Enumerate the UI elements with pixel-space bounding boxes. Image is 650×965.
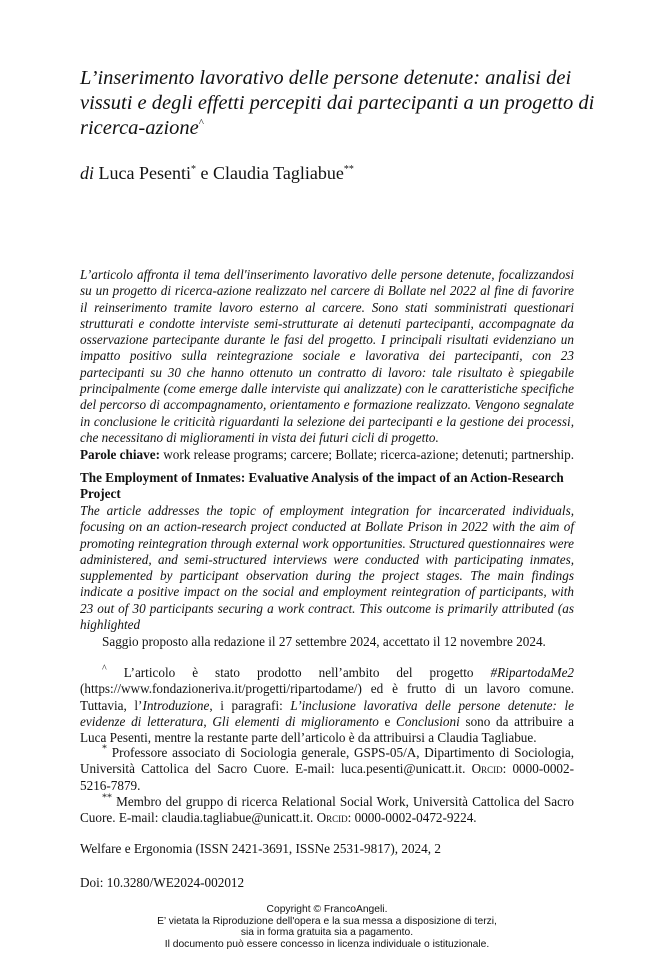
keywords-text: work release programs; carcere; Bollate; ricerca-azione; detenuti; partnership.	[163, 447, 575, 462]
author-prefix: di	[80, 163, 95, 183]
footnote-author-2	[80, 794, 574, 827]
footnote-author-1-text: Professore associato di Sociologia generale, GSPS-05/A, Dipartimento di Sociologia, Università Cattolica del Sacro Cuore. E-mail: luca.pesenti@unicatt.it.	[80, 745, 575, 777]
orcid-id-2: : 0000-0002-0472-9224.	[347, 810, 477, 826]
copyright-line-4: Il documento può essere concesso in licenza individuale o istituzionale.	[164, 938, 490, 950]
footnote-project	[80, 665, 574, 746]
copyright-line-3: sia in forma gratuita sia a pagamento.	[240, 927, 414, 939]
author-line	[80, 162, 354, 184]
orcid-label-2: Orcid	[316, 810, 348, 826]
keywords-label: Parole chiave:	[80, 447, 160, 462]
section-introduzione: Introduzione	[142, 697, 210, 713]
footnote-project-text-3: , i paragrafi:	[209, 697, 283, 713]
author-2-footnote-mark: **	[343, 164, 354, 175]
orcid-id-1: : 0000-0002-5216-7879.	[80, 761, 575, 793]
copyright-line-2: E’ vietata la Riproduzione dell'opera e la sua messa a disposizione di terzi,	[157, 915, 497, 927]
journal-reference: Welfare e Ergonomia (ISSN 2421-3691, ISSNe 2531-9817), 2024, 2	[80, 841, 441, 856]
footnote-author-2-mark: **	[102, 792, 112, 804]
keywords	[80, 447, 580, 463]
orcid-label-1: Orcid	[471, 761, 503, 777]
copyright-notice	[80, 904, 574, 950]
footnote-project-mark: ^	[102, 663, 107, 675]
author-name-1: Luca Pesenti	[98, 163, 191, 183]
section-conclusioni: Conclusioni	[396, 713, 460, 729]
footnote-project-text-5: e	[384, 713, 391, 729]
footnote-project-text-4: ,	[203, 713, 207, 729]
section-inclusione: L’inclusione lavorativa delle persone detenute: le evidenze di letteratura	[80, 697, 574, 729]
author-name-2: Claudia Tagliabue	[213, 163, 344, 183]
english-abstract: The article addresses the topic of employment integration for incarcerated individuals, focusing on an action-research project conducted at Bollate Prison in 2022 with the aim of promoting reintegration through external work opportunities. Structured questionnaires were administered, and semi-structured interviews were conducted with participating inmates, supplemented by participant observation during the project stages. The main findings indicate a positive impact on the social and employment reintegration of participants, with 23 out of 30 participants securing a work contract. This outcome is primarily attributed (as highlighted	[80, 503, 574, 633]
author-conjunction: e	[200, 163, 209, 183]
section-miglioramento: Gli elementi di miglioramento	[212, 713, 379, 729]
footnote-project-text-2: (https://www.fondazioneriva.it/progetti/ripartodame/) ed è frutto di un lavoro comune. Tuttavia, l’	[80, 681, 574, 713]
footnote-project-text-6: sono da attribuire a Luca Pesenti, mentre la restante parte dell’articolo è da attribuirsi a Claudia Tagliabue.	[80, 713, 575, 746]
doi: Doi: 10.3280/WE2024-002012	[80, 875, 245, 890]
footnote-author-2-text: Membro del gruppo di ricerca Relational Social Work, Università Cattolica del Sacro Cuore. E-mail: claudia.tagliabue@unicatt.it.	[80, 794, 574, 826]
english-title: The Employment of Inmates: Evaluative Analysis of the impact of an Action-Research Project	[80, 470, 564, 502]
italian-abstract: L’articolo affronta il tema dell'inserimento lavorativo delle persone detenute, focalizzandosi su un progetto di ricerca-azione realizzato nel carcere di Bollate nel 2022 al fine di favorire il reinserimento tramite lavoro esterno al carcere. Sono stati somministrati questionari strutturati e condotte interviste semi-strutturate ai detenuti partecipanti, accompagnate da osservazione partecipante durante le fasi del progetto. I principali risultati evidenziano un impatto positivo sulla reintegrazione sociale e lavorativa dei partecipanti, con 23 partecipanti su 30 che hanno ottenuto un contratto di lavoro: tale risultato è spiegabile principalmente (come emerge dalle interviste qui analizzate) con le caratteristiche specifiche del percorso di accompagnamento, orientamento e formazione realizzato. Vengono segnalate in conclusione le criticità riguardanti la selezione dei partecipanti e la gestione dei processi, che necessitano di miglioramenti in vista dei futuri cicli di progetto.	[80, 267, 574, 445]
article-title-text: L’inserimento lavorativo delle persone detenute: analisi dei vissuti e degli effetti percepiti dai partecipanti a un progetto di ricerca-azione	[80, 67, 595, 139]
project-hashtag: #RipartodaMe2	[490, 665, 575, 680]
author-1-footnote-mark: *	[191, 164, 196, 175]
footnote-project-text-1: L’articolo è stato prodotto nell’ambito del progetto	[123, 665, 474, 680]
title-footnote-mark: ^	[198, 117, 204, 130]
copyright-line-1: Copyright © FrancoAngeli.	[266, 904, 388, 915]
footnote-author-1-mark: *	[102, 743, 107, 755]
submission-dates: Saggio proposto alla redazione il 27 settembre 2024, accettato il 12 novembre 2024.	[102, 634, 546, 649]
article-title	[80, 66, 600, 141]
footnote-author-1	[80, 745, 574, 794]
